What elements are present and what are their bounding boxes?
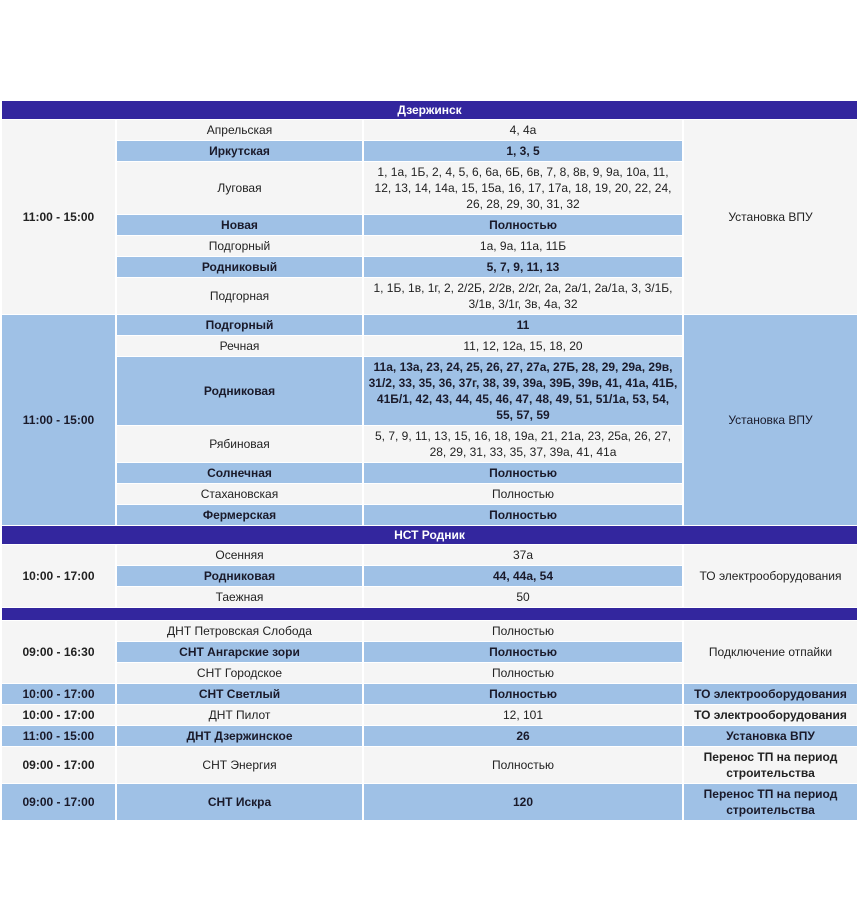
house-numbers: 1а, 9а, 11а, 11Б (364, 236, 682, 256)
time-window: 09:00 - 17:00 (2, 784, 115, 820)
street-name: ДНТ Дзержинское (117, 726, 362, 746)
street-name: Луговая (117, 162, 362, 214)
street-name: Осенняя (117, 545, 362, 565)
house-numbers: 12, 101 (364, 705, 682, 725)
street-name: Рябиновая (117, 426, 362, 462)
street-name: Родниковый (117, 257, 362, 277)
work-type: ТО электрооборудования (684, 705, 857, 725)
street-name: Фермерская (117, 505, 362, 525)
house-numbers: Полностью (364, 621, 682, 641)
work-type: Установка ВПУ (684, 726, 857, 746)
time-window: 10:00 - 17:00 (2, 705, 115, 725)
schedule-row (2, 315, 857, 335)
street-name: СНТ Искра (117, 784, 362, 820)
schedule-row (2, 120, 857, 140)
house-numbers: Полностью (364, 663, 682, 683)
work-type: Установка ВПУ (684, 120, 857, 314)
work-type: ТО электрооборудования (684, 684, 857, 704)
schedule-row (2, 684, 857, 704)
street-name: ДНТ Петровская Слобода (117, 621, 362, 641)
schedule-row (2, 726, 857, 746)
house-numbers: 1, 3, 5 (364, 141, 682, 161)
house-numbers: 37а (364, 545, 682, 565)
house-numbers: Полностью (364, 463, 682, 483)
street-name: Солнечная (117, 463, 362, 483)
section-header-row (2, 526, 857, 544)
time-window: 11:00 - 15:00 (2, 726, 115, 746)
house-numbers: 5, 7, 9, 11, 13, 15, 16, 18, 19а, 21, 21а, 23, 25а, 26, 27, 28, 29, 31, 33, 35, 37, 39а, 41, 41а (364, 426, 682, 462)
time-window: 09:00 - 16:30 (2, 621, 115, 683)
street-name: СНТ Энергия (117, 747, 362, 783)
schedule-row (2, 545, 857, 565)
street-name: Родниковая (117, 566, 362, 586)
house-numbers: 11, 12, 12а, 15, 18, 20 (364, 336, 682, 356)
street-name: СНТ Городское (117, 663, 362, 683)
street-name: Таежная (117, 587, 362, 607)
house-numbers: 11а, 13а, 23, 24, 25, 26, 27, 27а, 27Б, 28, 29, 29а, 29в, 31/2, 33, 35, 36, 37г, 38, 39, 39а, 39Б, 39в, 41, 41а, 41Б, 41Б/1, 42, 43, 44, 45, 46, 47, 48, 49, 51, 51/1а, 53, 54, 55, 57, 59 (364, 357, 682, 425)
outage-schedule-table (0, 100, 859, 821)
section-title: Дзержинск (2, 101, 857, 119)
street-name: Подгорный (117, 236, 362, 256)
house-numbers: 1, 1Б, 1в, 1г, 2, 2/2Б, 2/2в, 2/2г, 2а, 2а/1, 2а/1а, 3, 3/1Б, 3/1в, 3/1г, 3в, 4а, 32 (364, 278, 682, 314)
section-header-row (2, 101, 857, 119)
house-numbers: 26 (364, 726, 682, 746)
street-name: Стахановская (117, 484, 362, 504)
street-name: Новая (117, 215, 362, 235)
work-type: Перенос ТП на период строительства (684, 747, 857, 783)
house-numbers: 44, 44а, 54 (364, 566, 682, 586)
time-window: 11:00 - 15:00 (2, 315, 115, 525)
schedule-row (2, 784, 857, 820)
street-name: СНТ Светлый (117, 684, 362, 704)
house-numbers: 1, 1а, 1Б, 2, 4, 5, 6, 6а, 6Б, 6в, 7, 8, 8в, 9, 9а, 10а, 11, 12, 13, 14, 14а, 15, 15а, 16, 17, 17а, 18, 19, 20, 22, 24, 26, 28, 29, 30, 31, 32 (364, 162, 682, 214)
work-type: Установка ВПУ (684, 315, 857, 525)
street-name: Подгорная (117, 278, 362, 314)
street-name: Апрельская (117, 120, 362, 140)
schedule-row (2, 747, 857, 783)
work-type: Перенос ТП на период строительства (684, 784, 857, 820)
time-window: 10:00 - 17:00 (2, 545, 115, 607)
street-name: СНТ Ангарские зори (117, 642, 362, 662)
house-numbers: Полностью (364, 484, 682, 504)
house-numbers: Полностью (364, 215, 682, 235)
schedule-row (2, 705, 857, 725)
house-numbers: Полностью (364, 642, 682, 662)
house-numbers: 5, 7, 9, 11, 13 (364, 257, 682, 277)
house-numbers: Полностью (364, 505, 682, 525)
house-numbers: 11 (364, 315, 682, 335)
house-numbers: Полностью (364, 684, 682, 704)
street-name: ДНТ Пилот (117, 705, 362, 725)
street-name: Речная (117, 336, 362, 356)
street-name: Подгорный (117, 315, 362, 335)
time-window: 09:00 - 17:00 (2, 747, 115, 783)
section-header-row (2, 608, 857, 620)
section-title: НСТ Родник (2, 526, 857, 544)
schedule-row (2, 621, 857, 641)
house-numbers: Полностью (364, 747, 682, 783)
house-numbers: 120 (364, 784, 682, 820)
time-window: 11:00 - 15:00 (2, 120, 115, 314)
house-numbers: 4, 4а (364, 120, 682, 140)
section-title (2, 608, 857, 620)
time-window: 10:00 - 17:00 (2, 684, 115, 704)
work-type: ТО электрооборудования (684, 545, 857, 607)
house-numbers: 50 (364, 587, 682, 607)
street-name: Родниковая (117, 357, 362, 425)
work-type: Подключение отпайки (684, 621, 857, 683)
street-name: Иркутская (117, 141, 362, 161)
